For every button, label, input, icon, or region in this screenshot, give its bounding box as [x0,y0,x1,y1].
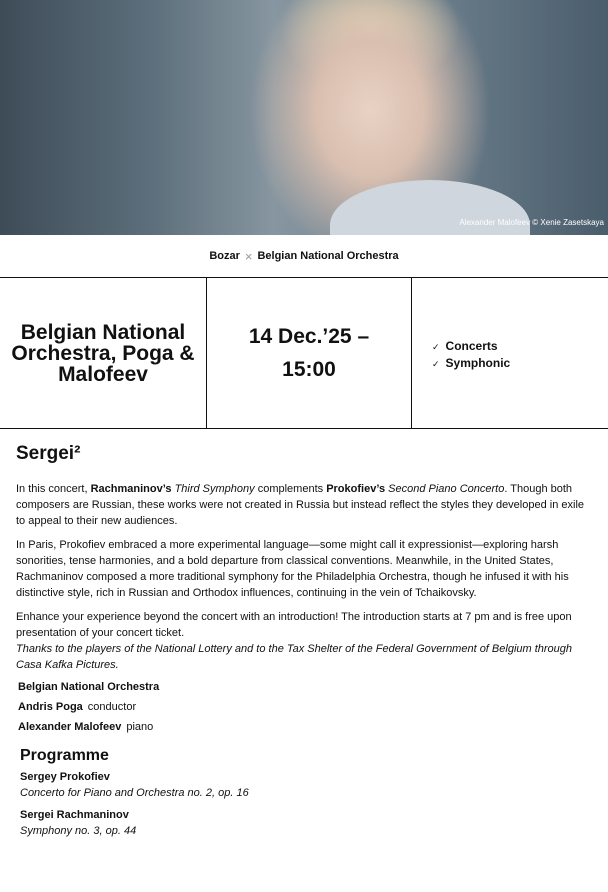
event-time: 15:00 [282,358,336,381]
event-title: Belgian National Orchestra, Poga & Malofeev [11,320,195,386]
cross-icon: × [244,248,253,264]
composer: Sergey Prokofiev [20,771,110,783]
intro-paragraph: In this concert, Rachmaninov’s Third Symphony complements Prokofiev’s Second Piano Concerto. Though both composers are Russian, these works were not created in Russia but instead reflect the styles they developed in exile to appeal to their new audiences. [16,483,585,527]
work: Concerto for Piano and Orchestra no. 2, op. 16 [20,787,249,799]
paragraph-2: In Paris, Prokofiev embraced a more experimental language—some might call it expressionist—exploring harsh sonorities, tense harmonies, and a bold departure from classical conventions. Meanwhile, in the United States, Rachmaninov composed a more traditional symphony for the Philadelphia Orchestra, though he infused it with his distinctive style, rich in Russian and Orthodox influences, continuing in the vein of Tchaikovsky. [16,539,569,599]
programme-list [20,769,592,839]
tag-concerts[interactable] [432,338,608,355]
paragraph-3: Enhance your experience beyond the concert with an introduction! The introduction starts at 7 pm and is free upon presentation of your concert ticket. Thanks to the players of the National Lottery and to the Tax Shelter of the Federal Government of Belgium through Casa Kafka Pictures. [16,611,573,671]
composer: Sergei Rachmaninov [20,809,129,821]
check-icon: ✓ [432,342,440,352]
photo-credit: Alexander Malofeev © Xenie Zasetskaya [459,218,604,227]
event-date: 14 Dec.’25 – [248,325,370,348]
performer: Andris Poga conductor [18,701,137,713]
section-title: Sergei² [16,443,81,464]
performer: Belgian National Orchestra [18,681,160,693]
performers-list [16,681,592,733]
hero-image [0,0,608,235]
check-icon: ✓ [432,359,440,369]
event-description [0,443,608,839]
partner-orchestra[interactable]: Belgian National Orchestra [257,250,399,262]
partner-bozar[interactable]: Bozar [209,250,240,262]
tag-symphonic[interactable] [432,355,608,372]
performer: Alexander Malofeev piano [18,721,154,733]
event-info [0,278,608,429]
work: Symphony no. 3, op. 44 [20,825,137,837]
tag-label: Concerts [445,339,498,353]
tag-label: Symphonic [445,356,511,370]
programme-title: Programme [20,747,109,764]
partner-bar [0,235,608,278]
